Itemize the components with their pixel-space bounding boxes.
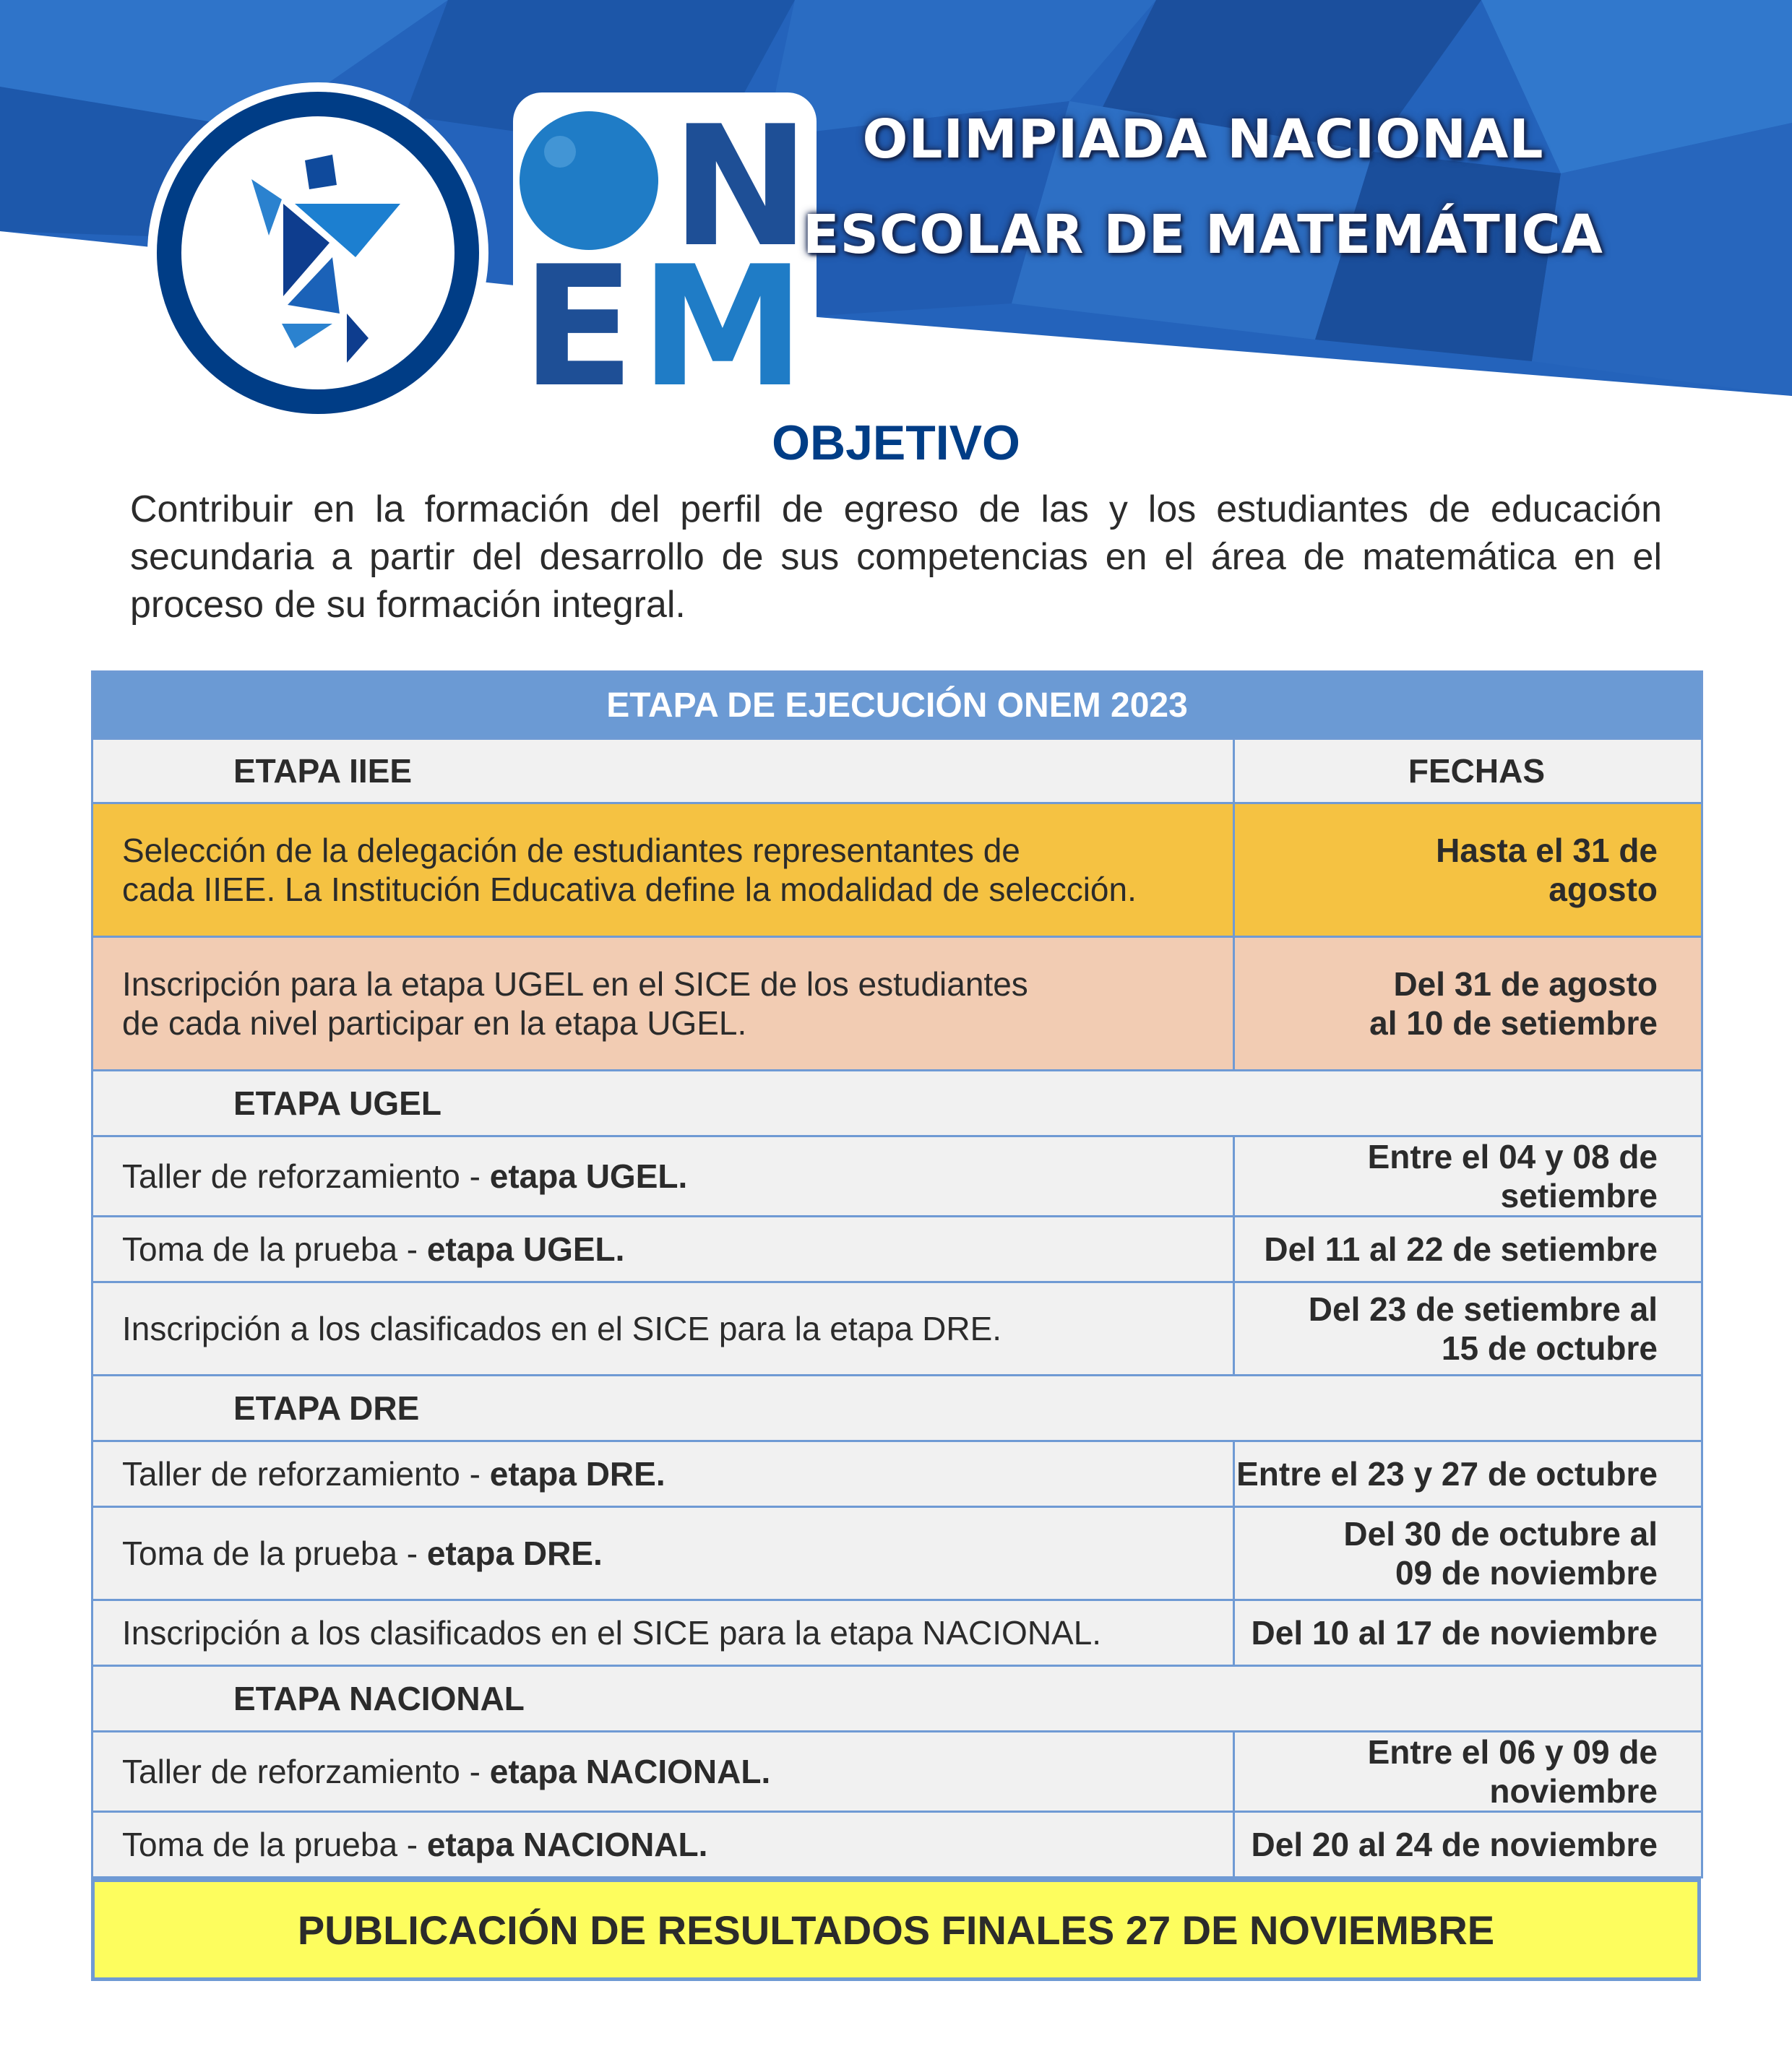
activity-text: Taller de reforzamiento -	[122, 1753, 490, 1790]
column-header-stage: ETAPA IIEE	[92, 739, 1234, 803]
objective-text: Contribuir en la formación del perfil de egreso de las y los estudiantes de educación secundaria a partir del desarrollo de sus competencias en el área de matemática en el proceso de su formación integral.	[130, 488, 1662, 626]
activity-stage: etapa NACIONAL.	[426, 1826, 708, 1863]
stage-heading-row	[92, 1071, 1702, 1136]
table-row	[92, 1282, 1702, 1376]
column-header-dates: FECHAS	[1234, 739, 1702, 803]
date-cell	[1234, 1282, 1702, 1376]
table-row	[92, 1812, 1702, 1878]
activity-cell: Inscripción a los clasificados en el SICE para la etapa DRE.	[92, 1282, 1234, 1376]
table-row	[92, 1441, 1702, 1507]
activity-stage: etapa DRE.	[489, 1455, 665, 1493]
tangram-square	[305, 155, 337, 189]
activity-cell	[92, 1136, 1234, 1217]
stage-heading-nacional: ETAPA NACIONAL	[92, 1666, 1702, 1732]
wordmark-o-ball	[520, 111, 658, 250]
activity-cell	[92, 803, 1234, 937]
date-cell: Del 20 al 24 de noviembre	[1234, 1812, 1702, 1878]
event-title-line-1: OLIMPIADA NACIONAL	[862, 108, 1544, 171]
column-header-row	[92, 739, 1702, 803]
date-cell	[1234, 803, 1702, 937]
wordmark-letter-m: M	[639, 231, 806, 405]
date-cell: Entre el 23 y 27 de octubre	[1234, 1441, 1702, 1507]
schedule-title-row	[92, 672, 1702, 739]
date-cell	[1234, 937, 1702, 1071]
activity-cell	[92, 1812, 1234, 1878]
date-cell	[1234, 1507, 1702, 1600]
date-line: Del 23 de setiembre al	[1308, 1290, 1658, 1328]
table-row	[92, 1217, 1702, 1282]
wordmark-letter-n: N	[671, 91, 811, 284]
activity-line: de cada nivel participar en la etapa UGEL.	[122, 1004, 747, 1042]
table-row	[92, 1507, 1702, 1600]
activity-cell	[92, 1732, 1234, 1812]
activity-line: Selección de la delegación de estudiantes representantes de	[122, 832, 1020, 869]
schedule-title: ETAPA DE EJECUCIÓN ONEM 2023	[92, 672, 1702, 739]
objective-heading: OBJETIVO	[772, 415, 1020, 470]
activity-cell	[92, 1217, 1234, 1282]
date-line: 15 de octubre	[1441, 1329, 1658, 1367]
table-row	[92, 1600, 1702, 1666]
stage-heading-row	[92, 1666, 1702, 1732]
activity-line: cada IIEE. La Institución Educativa define la modalidad de selección.	[122, 871, 1137, 908]
date-cell: Del 11 al 22 de setiembre	[1234, 1217, 1702, 1282]
results-publication-banner: PUBLICACIÓN DE RESULTADOS FINALES 27 DE NOVIEMBRE	[91, 1878, 1701, 1981]
activity-text: Toma de la prueba -	[122, 1826, 427, 1863]
date-cell: Entre el 06 y 09 de noviembre	[1234, 1732, 1702, 1812]
table-row	[92, 1136, 1702, 1217]
table-row	[92, 803, 1702, 937]
activity-cell	[92, 1441, 1234, 1507]
activity-text: Toma de la prueba -	[122, 1535, 427, 1572]
activity-stage: etapa UGEL.	[426, 1230, 625, 1268]
activity-cell: Inscripción a los clasificados en el SICE para la etapa NACIONAL.	[92, 1600, 1234, 1666]
date-line: Del 30 de octubre al	[1343, 1515, 1658, 1553]
stage-heading-dre: ETAPA DRE	[92, 1376, 1702, 1441]
stage-heading-ugel: ETAPA UGEL	[92, 1071, 1702, 1136]
table-row	[92, 1732, 1702, 1812]
date-cell: Del 10 al 17 de noviembre	[1234, 1600, 1702, 1666]
activity-stage: etapa UGEL.	[489, 1157, 688, 1195]
wordmark-letter-e: E	[521, 231, 635, 405]
date-line: 09 de noviembre	[1395, 1554, 1658, 1592]
activity-stage: etapa DRE.	[426, 1535, 603, 1572]
onem-emblem	[116, 79, 520, 426]
activity-cell	[92, 937, 1234, 1071]
date-cell: Entre el 04 y 08 de setiembre	[1234, 1136, 1702, 1217]
date-line: al 10 de setiembre	[1369, 1004, 1658, 1042]
date-line: Hasta el 31 de	[1436, 832, 1658, 869]
event-title-line-2: ESCOLAR DE MATEMÁTICA	[803, 204, 1603, 266]
date-line: agosto	[1548, 871, 1658, 908]
activity-line: Inscripción para la etapa UGEL en el SICE de los estudiantes	[122, 965, 1028, 1003]
schedule-table	[91, 670, 1703, 1878]
activity-text: Taller de reforzamiento -	[122, 1157, 490, 1195]
stage-heading-row	[92, 1376, 1702, 1441]
activity-text: Taller de reforzamiento -	[122, 1455, 490, 1493]
activity-stage: etapa NACIONAL.	[489, 1753, 771, 1790]
activity-text: Toma de la prueba -	[122, 1230, 427, 1268]
date-line: Del 31 de agosto	[1393, 965, 1658, 1003]
activity-cell	[92, 1507, 1234, 1600]
table-row	[92, 937, 1702, 1071]
